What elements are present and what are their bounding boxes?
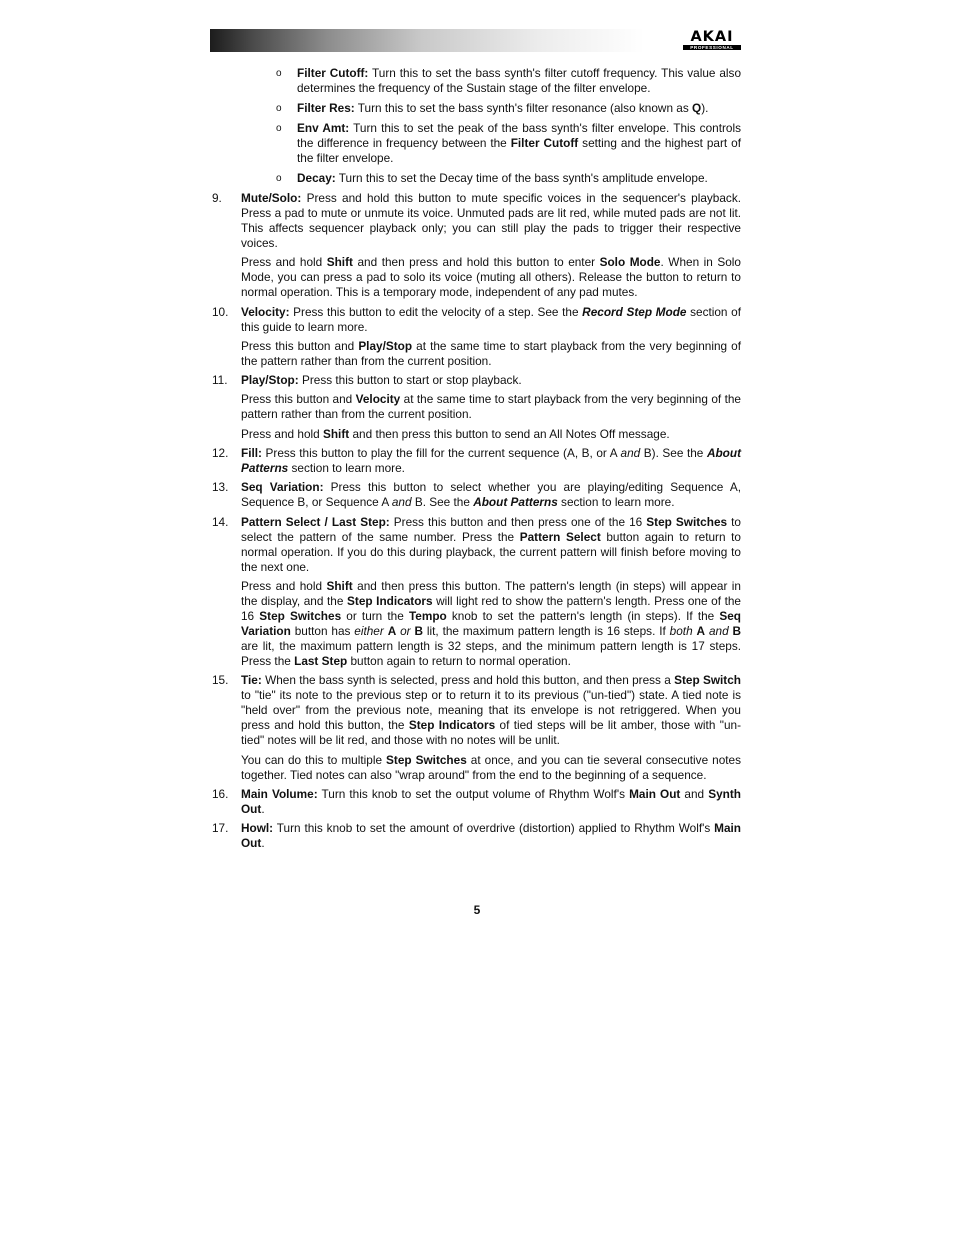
body-text: button again to return to normal operation. xyxy=(347,653,571,668)
keyword-text: Shift xyxy=(326,578,353,593)
body-text: setting and the highest part of the filter envelope. xyxy=(297,136,741,165)
emphasis-text: or xyxy=(400,623,411,638)
keyword-text: B xyxy=(414,623,424,638)
bullet-marker: o xyxy=(276,68,282,79)
keyword-text: Pattern Select / Last Step: xyxy=(241,514,390,529)
body-text: Press this button to start or stop playback. xyxy=(298,373,522,388)
keyword-text xyxy=(582,305,686,319)
keyword-text: Fill: xyxy=(241,446,262,461)
item-number: 16. xyxy=(212,786,229,801)
keyword-text: Decay: xyxy=(297,171,336,185)
body-text: ). xyxy=(701,101,709,115)
body-text: of tied steps will be lit amber, those with "un-tied" notes will be lit red, and those with no notes will be unlit. xyxy=(241,718,741,748)
keyword-text: Filter Cutoff: xyxy=(297,66,369,80)
item-number: 13. xyxy=(212,480,229,495)
keyword-text: Main Volume: xyxy=(241,786,318,801)
body-text: . When in Solo Mode, you can press a pad to solo its voice (muting all others). Release the button to return to normal operation. This is a temporary mode, independent of any pad mutes. xyxy=(241,255,741,300)
item-paragraph xyxy=(241,480,741,510)
item-paragraph xyxy=(241,255,741,300)
keyword-text: Play/Stop xyxy=(358,338,413,353)
keyword-text: Last Step xyxy=(294,653,348,668)
numbered-item xyxy=(212,673,741,782)
keyword-text: Seq Variation xyxy=(241,608,742,638)
keyword-text: Step Indicators xyxy=(347,593,433,608)
item-number: 12. xyxy=(212,446,229,461)
item-paragraph xyxy=(241,392,741,422)
keyword-text: Velocity xyxy=(355,392,401,407)
sub-bullet-item xyxy=(212,101,741,116)
body-text: Press this button to play the fill for the current sequence (A, B, or A xyxy=(261,446,621,461)
keyword-text: Main Out xyxy=(629,786,681,801)
keyword-text: Filter Cutoff xyxy=(510,136,579,150)
emphasis-text: About Patterns xyxy=(241,446,742,476)
body-text: Turn this to set the bass synth's filter resonance (also known as xyxy=(354,101,693,115)
numbered-item xyxy=(212,515,741,669)
logo-subtitle: PROFESSIONAL xyxy=(683,45,741,50)
keyword-text: Env Amt: xyxy=(297,121,350,135)
numbered-item-list xyxy=(212,191,741,851)
keyword-text: Howl: xyxy=(241,821,274,836)
keyword-text: A xyxy=(387,623,397,638)
sub-bullet-item xyxy=(212,171,741,186)
body-text: B. See the xyxy=(411,495,474,510)
body-text: button has xyxy=(290,623,355,638)
body-text: will light red to show the pattern's length. Press one of the 16 xyxy=(241,593,741,623)
header-gradient-bar xyxy=(210,29,740,52)
body-text: and then press and hold this button to enter xyxy=(352,255,600,270)
item-number: 17. xyxy=(212,821,229,836)
item-number: 9. xyxy=(212,191,222,205)
emphasis-text: About Patterns xyxy=(473,495,558,510)
body-text: and xyxy=(680,786,709,801)
body-text: Press this button and xyxy=(241,392,356,407)
keyword-text: Filter Res: xyxy=(297,101,355,115)
keyword-text: Mute/Solo: xyxy=(241,191,302,205)
item-number: 15. xyxy=(212,673,229,688)
body-text: Press and hold xyxy=(241,578,327,593)
body-text: knob to set the pattern's length (in steps). If the xyxy=(446,608,720,623)
bullet-marker: o xyxy=(276,173,282,184)
item-paragraph xyxy=(241,339,741,369)
body-text: Press this button to edit the velocity of a step. See the xyxy=(289,304,583,319)
item-paragraph xyxy=(241,787,741,817)
numbered-item xyxy=(212,305,741,369)
body-text: at once, and you can tie several consecutive notes together. Tied notes can also "wrap around" from the end to the beginning of a sequence. xyxy=(241,752,742,782)
keyword-text: Shift xyxy=(322,426,350,441)
emphasis-text: and xyxy=(391,495,412,510)
keyword-text: Pattern Select xyxy=(519,529,601,544)
numbered-item xyxy=(212,821,741,851)
item-paragraph xyxy=(241,446,741,476)
body-text: Turn this to set the bass synth's filter cutoff frequency. This value also determines the frequency of the Sustain stage of the filter envelope. xyxy=(297,66,741,95)
keyword-text: B xyxy=(732,623,742,638)
keyword-text: Play/Stop: xyxy=(241,373,299,388)
body-text: section of this guide to learn more. xyxy=(241,304,741,334)
body-text: section to learn more. xyxy=(288,461,405,476)
body-text: When the bass synth is selected, press and hold this button, and then press a xyxy=(261,673,675,688)
item-paragraph xyxy=(241,579,741,669)
item-paragraph xyxy=(241,305,741,335)
keyword-text: Step Switches xyxy=(646,514,728,529)
keyword-text: Step Switch xyxy=(674,673,742,688)
page-number: 5 xyxy=(473,903,481,917)
item-number: 10. xyxy=(212,304,229,319)
bullet-marker: o xyxy=(276,123,282,134)
keyword-text: Step Switches xyxy=(259,608,342,623)
body-text: button again to return to normal operation. If you do this during playback, the current pattern will finish before moving to the next one. xyxy=(241,529,741,574)
body-text: You can do this to multiple xyxy=(241,752,387,767)
item-paragraph xyxy=(241,673,741,748)
numbered-item xyxy=(212,446,741,476)
emphasis-text: and xyxy=(620,446,641,461)
emphasis-text: Record Step Mode xyxy=(582,304,687,319)
numbered-item xyxy=(212,787,741,817)
body-text: Turn this knob to set the amount of overdrive (distortion) applied to Rhythm Wolf's xyxy=(273,821,715,836)
body-text: lit, the maximum pattern length is 16 steps. If xyxy=(423,623,670,638)
sub-item-list xyxy=(212,66,741,186)
body-text: B). See the xyxy=(640,446,707,461)
body-text: to select the pattern of the same number. Press the xyxy=(241,514,741,544)
sub-bullet-item xyxy=(212,66,741,96)
item-paragraph xyxy=(241,821,741,851)
body-text: and then press this button. The pattern's length (in steps) will appear in the display, and the xyxy=(241,578,741,608)
body-text: . xyxy=(261,801,265,816)
emphasis-text: both xyxy=(669,623,693,638)
emphasis-text: either xyxy=(354,623,384,638)
body-text: Press and hold xyxy=(241,255,327,270)
akai-logo xyxy=(683,30,741,50)
body-text: at the same time to start playback from the very beginning of the pattern rather than from the current position. xyxy=(241,392,741,422)
keyword-text: Tempo xyxy=(408,608,447,623)
keyword-text: Velocity: xyxy=(241,304,290,319)
keyword-text xyxy=(473,495,558,509)
item-number: 14. xyxy=(212,514,229,529)
keyword-text: Tie: xyxy=(241,673,262,688)
keyword-text: Step Switches xyxy=(386,752,467,767)
keyword-text: A xyxy=(696,623,706,638)
body-text: are lit, the maximum pattern length is 32 steps, and the minimum pattern length is 17 steps. Press the xyxy=(241,638,741,668)
keyword-text: Seq Variation: xyxy=(241,480,324,495)
logo-brand: AKAI xyxy=(690,29,734,45)
item-paragraph xyxy=(241,515,741,575)
keyword-text: Shift xyxy=(326,255,353,270)
body-text: and then press this button to send an All Notes Off message. xyxy=(349,426,670,441)
keyword-text: Q xyxy=(692,101,702,115)
sub-bullet-item xyxy=(212,121,741,166)
manual-content xyxy=(212,66,741,855)
bullet-marker: o xyxy=(276,103,282,114)
body-text: Press this button and then press one of the 16 xyxy=(389,514,647,529)
numbered-item xyxy=(212,480,741,510)
item-paragraph xyxy=(241,373,741,388)
item-paragraph xyxy=(241,427,741,442)
numbered-item xyxy=(212,373,741,442)
item-paragraph xyxy=(241,753,741,783)
body-text: to "tie" its note to the previous step or to return it to its previous ("un-tied") state. A tied note is "held over" from the previous note, meaning that its envelope is not retriggered. When you press and hold this button, the xyxy=(241,688,741,733)
keyword-text: Step Indicators xyxy=(408,718,496,733)
body-text: Press this button to select whether you are playing/editing Sequence A, Sequence B, or Sequence A xyxy=(241,480,741,510)
body-text: Turn this to set the peak of the bass synth's filter envelope. This controls the difference in frequency between the xyxy=(297,121,741,150)
body-text: Turn this knob to set the output volume of Rhythm Wolf's xyxy=(317,786,630,801)
body-text: . xyxy=(261,836,265,851)
keyword-text: Solo Mode xyxy=(599,255,661,270)
keyword-text: Synth Out xyxy=(241,786,741,816)
body-text: Press and hold xyxy=(241,426,323,441)
body-text: section to learn more. xyxy=(557,495,675,510)
numbered-item xyxy=(212,191,741,300)
keyword-text: Main Out xyxy=(241,821,741,851)
body-text: Turn this to set the Decay time of the bass synth's amplitude envelope. xyxy=(335,171,708,185)
emphasis-text: and xyxy=(708,623,729,638)
item-paragraph xyxy=(241,191,741,251)
body-text: Press this button and xyxy=(241,338,359,353)
item-number: 11. xyxy=(212,373,228,388)
body-text: Press and hold this button to mute specific voices in the sequencer's playback. Press a pad to mute or unmute its voice. Unmuted pads are lit red, while muted pads are not lit. This affects sequencer playback only; you can still play the pads to trigger their respective voices. xyxy=(241,191,741,250)
body-text: or turn the xyxy=(341,608,409,623)
body-text: at the same time to start playback from the very beginning of the pattern rather than from the current position. xyxy=(241,338,741,368)
